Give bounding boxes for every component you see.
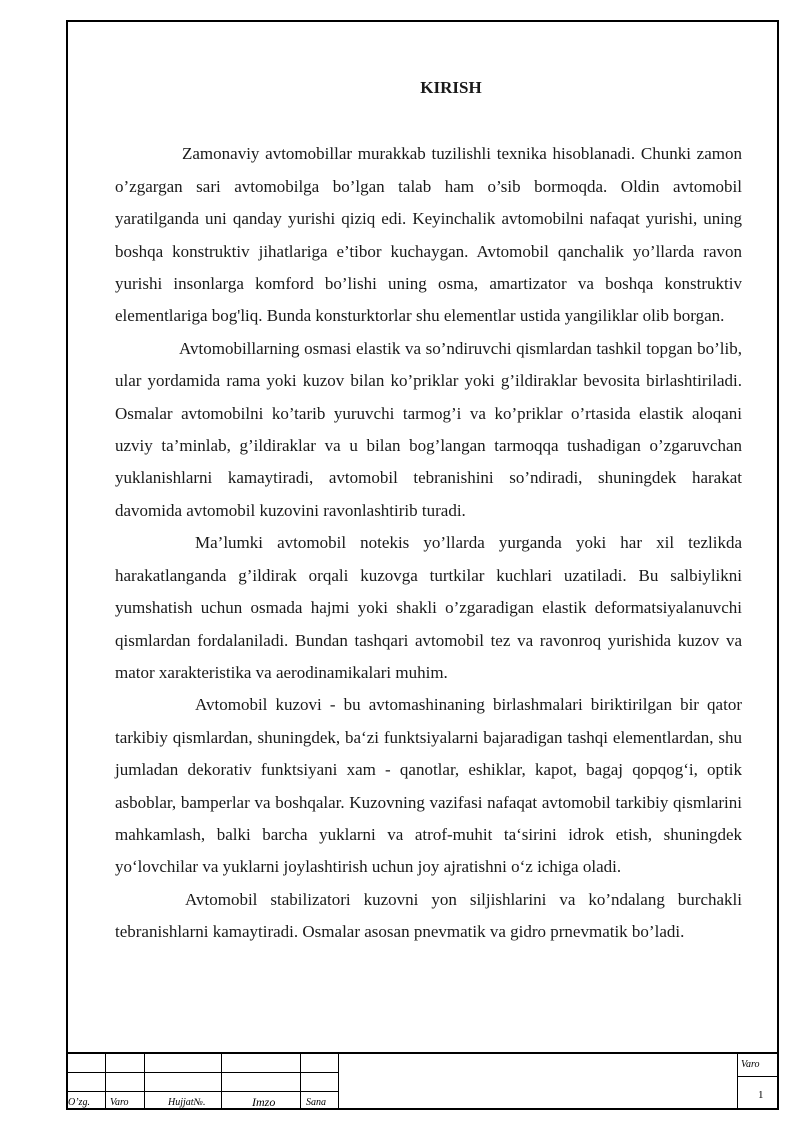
document-title: KIRISH bbox=[420, 78, 482, 97]
paragraph-5: Avtomobil stabilizatori kuzovni yon siljishlarini va ko’ndalang burchakli tebranishlarni kamaytiradi. Osmalar asosan pnevmatik va gidro prnevmatik bo’ladi. bbox=[115, 889, 742, 942]
stamp-col-ozg: O’zg. bbox=[68, 1097, 90, 1108]
stamp-col-varo: Varo bbox=[110, 1097, 129, 1108]
stamp-col-sana: Sana bbox=[306, 1097, 326, 1108]
stamp-sheet-label: Varo bbox=[741, 1059, 760, 1070]
paragraph-1: Zamonaviy avtomobillar murakkab tuzilishli texnika hisoblanadi. Chunki zamon o’zgargan sari avtomobilga bo’lgan talab ham o’sib bormoqda. Oldin avtomobil yaratilganda uni qanday yurishi qiziq edi. Keyinchalik avtomobilni nafaqat yurishi, uning boshqa konstruktiv jihatlariga e’tibor kuchaygan. Avtomobil qanchalik yo’llarda ravon yurishi insonlarga komford bo’lishi uning osma, amartizator va boshqa konstruktiv elementlariga bog'liq. Bunda konsturktorlar shu elementlar ustida yangiliklar olib borgan. bbox=[115, 144, 742, 326]
stamp-sheet-number: 1 bbox=[758, 1089, 764, 1101]
document-body bbox=[115, 72, 742, 949]
paragraph-3: Ma’lumki avtomobil notekis yo’llarda yurganda yoki har xil tezlikda harakatlanganda g’ildirak orqali kuzovga turtkilar kuchlari uzatiladi. Bu salbiylikni yumshatish uchun osmada hajmi yoki shakli o’zgaradigan elastik deformatsiyalanuvchi qismlardan fordalaniladi. Bundan tashqari avtomobil tez va ravonroq yurishida kuzov va mator xarakteristika va aerodinamikalari muhim. bbox=[115, 533, 742, 682]
stamp-col-imzo: Imzo bbox=[252, 1095, 276, 1109]
paragraph-4: Avtomobil kuzovi - bu avtomashinaning birlashmalari biriktirilgan bir qator tarkibiy qismlardan, shuningdek, ba‘zi funktsiyalarni bajaradigan tashqi elementlardan, shu jumladan dekorativ funktsiyani xam - qanotlar, eshiklar, kapot, bagaj qopqog‘i, optik asboblar, bamperlar va boshqalar. Kuzovning vazifasi nafaqat avtomobil tarkibiy qismlarini mahkamlash, balki barcha yuklarni va atrof-muhit ta‘sirini idrok etish, shuningdek yo‘lovchilar va yuklarni joylashtirish uchun joy ajratishni o‘z ichiga oladi. bbox=[115, 695, 742, 877]
stamp-col-hujjat: Hujjat№. bbox=[168, 1097, 206, 1108]
paragraph-2: Avtomobillarning osmasi elastik va so’ndiruvchi qismlardan tashkil topgan bo’lib, ular yordamida rama yoki kuzov bilan ko’priklar yoki g’ildiraklar bevosita birlashtiriladi. Osmalar avtomobilni ko’tarib yuruvchi tarmog’i va ko’priklar o’rtasida elastik aloqani uzviy ta’minlab, g’ildiraklar va u bilan bog’langan tarmoqqa tushadigan o’zgaruvchan yuklanishlarni kamaytiradi, avtomobil tebranishini so’ndiradi, shuningdek harakat davomida avtomobil kuzovini ravonlashtirib turadi. bbox=[115, 338, 742, 520]
title-block bbox=[66, 1052, 779, 1110]
